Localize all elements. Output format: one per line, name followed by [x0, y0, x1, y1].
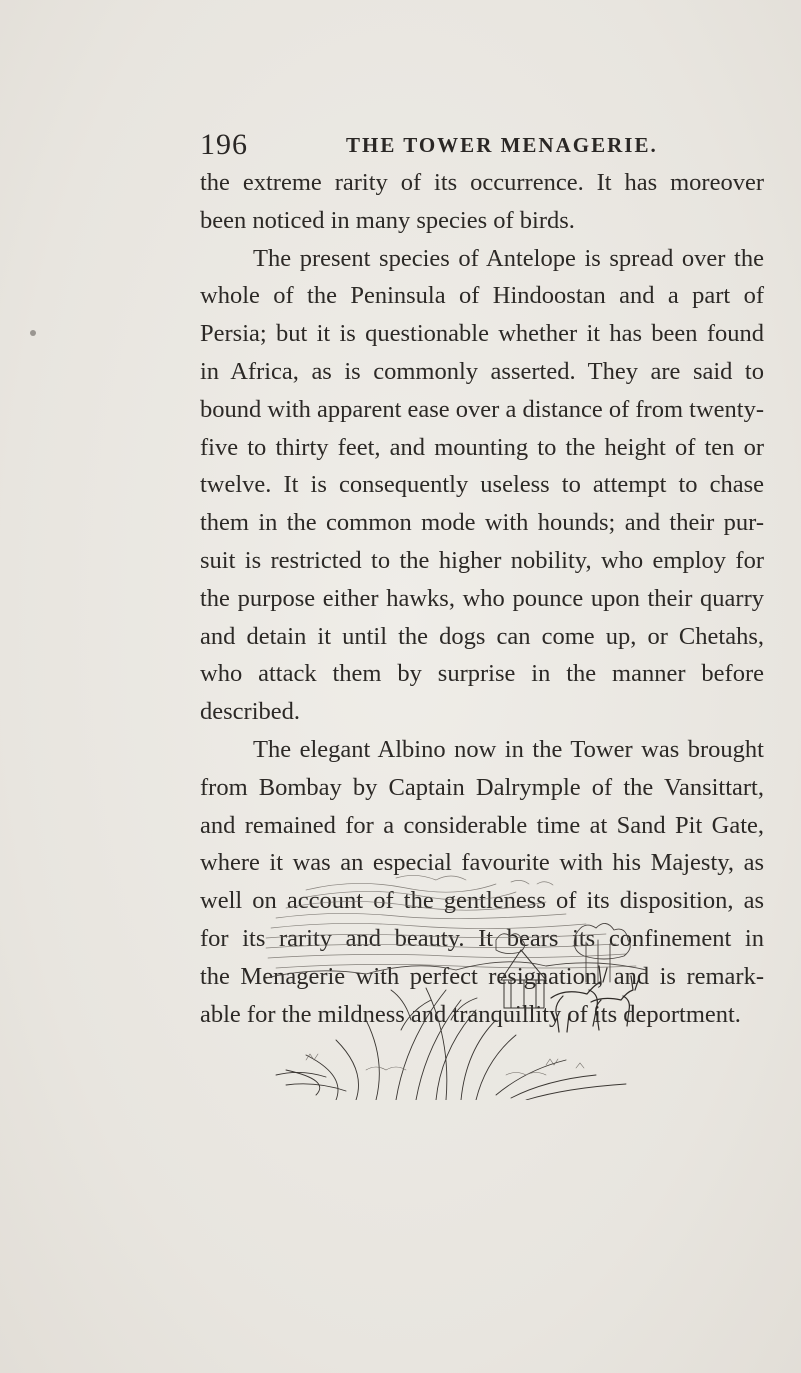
text-line: The present species of Antelope is spread over the — [253, 244, 764, 272]
page-number: 196 — [200, 128, 248, 161]
page-header — [200, 128, 760, 162]
text-line: well on account of the gentleness of its disposition, as — [200, 887, 764, 915]
text-line: Persia; but it is questionable whether it has been found — [200, 320, 764, 348]
text-line: the Menagerie with perfect resignation, and is remark- — [200, 962, 764, 990]
text-line: them in the common mode with hounds; and their pur- — [200, 509, 764, 537]
text-line: from Bombay by Captain Dalrymple of the Vansittart, — [200, 773, 764, 801]
text-line: for its rarity and beauty. It bears its confinement in — [200, 924, 764, 952]
text-line: the purpose either hawks, who pounce upon their quarry — [200, 584, 764, 612]
text-line: suit is restricted to the higher nobility, who employ for — [200, 546, 764, 574]
text-line: five to thirty feet, and mounting to the height of ten or — [200, 433, 764, 461]
text-line: The elegant Albino now in the Tower was brought — [253, 735, 764, 763]
running-head: THE TOWER MENAGERIE. — [346, 133, 658, 157]
text-line: who attack them by surprise in the manner before — [200, 660, 764, 688]
text-line: in Africa, as is commonly asserted. They are said to — [200, 357, 764, 385]
text-line: able for the mildness and tranquillity of its deportment. — [200, 1000, 741, 1028]
engraving-landscape-icon — [246, 870, 666, 1100]
text-line: bound with apparent ease over a distance of from twenty- — [200, 395, 764, 423]
page-speck — [30, 330, 36, 336]
text-line: where it was an especial favourite with his Majesty, as — [200, 849, 764, 877]
text-line: and remained for a considerable time at Sand Pit Gate, — [200, 811, 764, 839]
text-line: described. — [200, 698, 300, 726]
text-line: the extreme rarity of its occurrence. It has moreover — [200, 169, 764, 196]
text-line: twelve. It is consequently useless to attempt to chase — [200, 471, 764, 499]
text-line: and detain it until the dogs can come up, or Chetahs, — [200, 622, 764, 650]
text-line: been noticed in many species of birds. — [200, 206, 575, 234]
text-line: whole of the Peninsula of Hindoostan and a part of — [200, 282, 764, 310]
